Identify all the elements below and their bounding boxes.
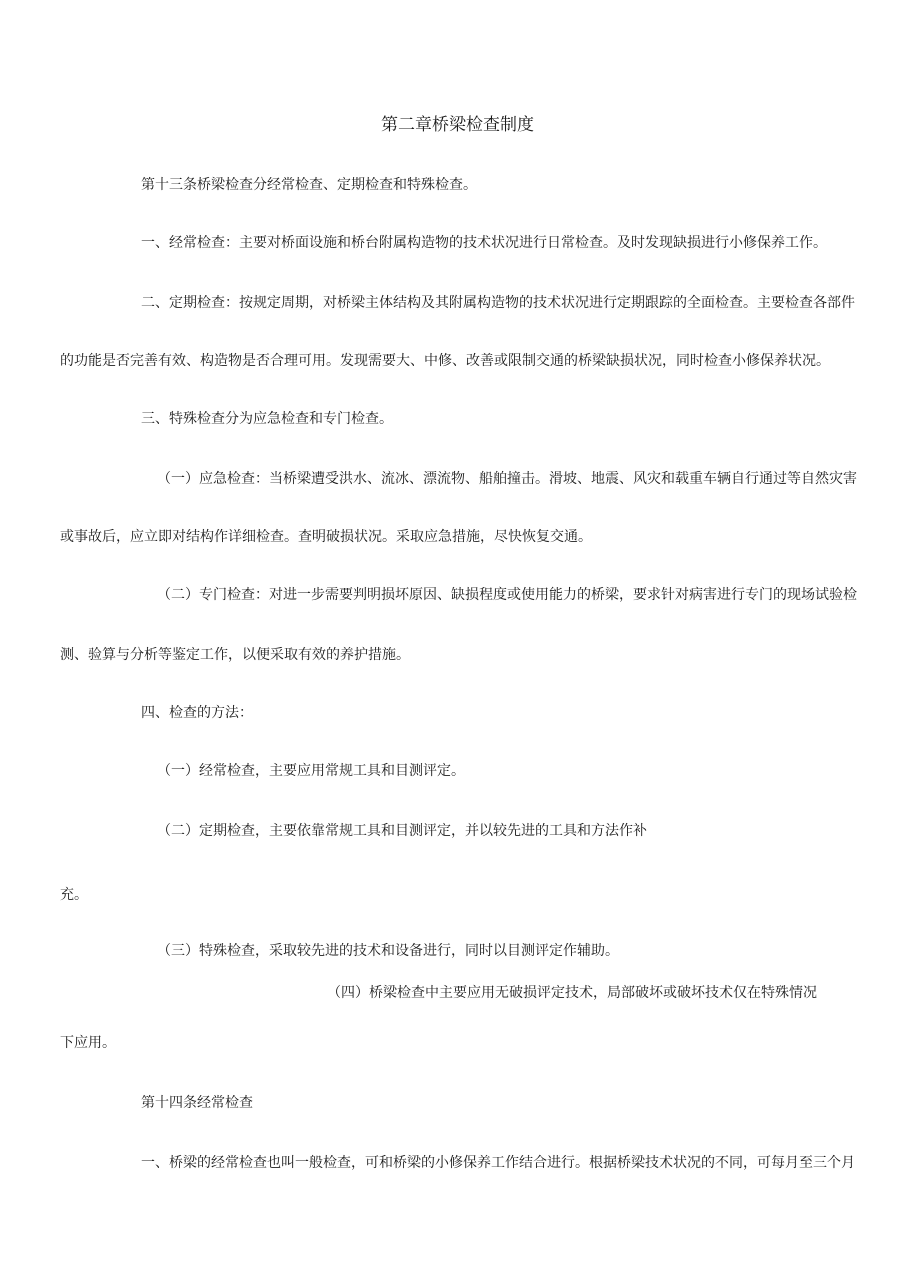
method-nondestructive-line-1: （四）桥梁检查中主要应用无破损评定技术，局部破坏或破坏技术仅在特殊情况 [327, 985, 817, 1001]
periodic-inspection-paragraph-line-2: 的功能是否完善有效、构造物是否合理可用。发现需要大、中修、改善或限制交通的桥梁缺损状况，同时检查小修保养状况。 [60, 353, 830, 369]
emergency-inspection-paragraph-line-2: 或事故后，应立即对结构作详细检查。查明破损状况。采取应急措施，尽快恢复交通。 [60, 529, 592, 545]
dedicated-inspection-paragraph-line-2: 测、验算与分析等鉴定工作，以便采取有效的养护措施。 [60, 647, 410, 663]
method-routine: （一）经常检查，主要应用常规工具和目测评定。 [157, 763, 465, 779]
periodic-inspection-paragraph-line-1: 二、定期检查：按规定周期，对桥梁主体结构及其附属构造物的技术状况进行定期跟踪的全面检查。主要检查各部件 [141, 295, 855, 311]
emergency-inspection-paragraph-line-1: （一）应急检查：当桥梁遭受洪水、流冰、漂流物、船舶撞击。滑坡、地震、风灾和载重车辆自行通过等自然灾害 [157, 471, 857, 487]
dedicated-inspection-paragraph-line-1: （二）专门检查：对进一步需要判明损坏原因、缺损程度或使用能力的桥梁，要求针对病害进行专门的现场试验检 [157, 587, 857, 603]
method-periodic-line-2: 充。 [60, 887, 88, 903]
chapter-title: 第二章桥梁检查制度 [381, 115, 534, 135]
method-special: （三）特殊检查，采取较先进的技术和设备进行，同时以目测评定作辅助。 [157, 943, 619, 959]
routine-inspection-detail-line-1: 一、桥梁的经常检查也叫一般检查，可和桥梁的小修保养工作结合进行。根据桥梁技术状况的不同，可每月至三个月 [141, 1155, 855, 1171]
inspection-methods-heading: 四、检查的方法： [141, 705, 253, 721]
routine-inspection-paragraph: 一、经常检查：主要对桥面设施和桥台附属构造物的技术状况进行日常检查。及时发现缺损进行小修保养工作。 [141, 235, 827, 251]
method-periodic-line-1: （二）定期检查，主要依靠常规工具和目测评定，并以较先进的工具和方法作补 [157, 823, 647, 839]
method-nondestructive-line-2: 下应用。 [60, 1035, 116, 1051]
article-14-heading: 第十四条经常检查 [141, 1095, 253, 1111]
special-inspection-heading: 三、特殊检查分为应急检查和专门检查。 [141, 411, 393, 427]
article-13-heading: 第十三条桥梁检查分经常检查、定期检查和特殊检查。 [141, 177, 477, 193]
